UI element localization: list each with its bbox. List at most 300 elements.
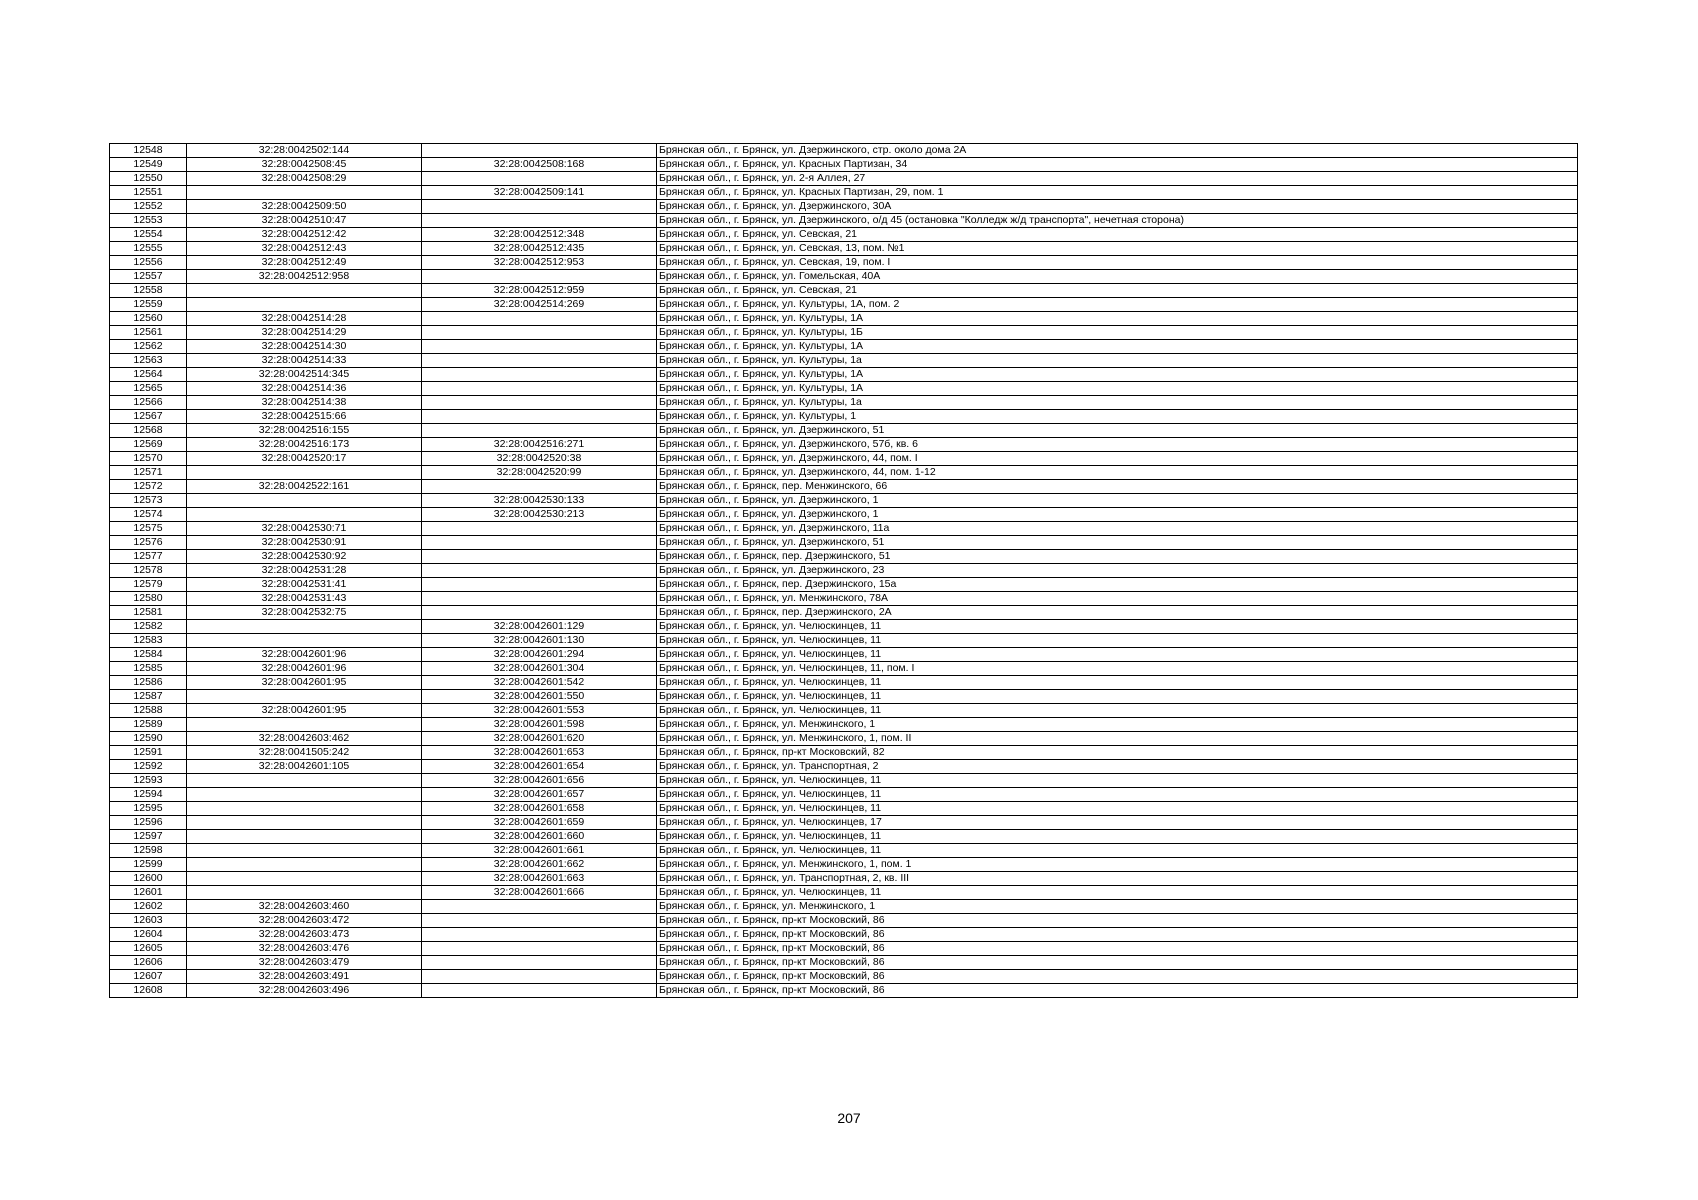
cadastral-number-cell: 32:28:0042603:491 — [187, 970, 422, 984]
object-cadastral-number-cell: 32:28:0042601:294 — [422, 648, 657, 662]
table-row — [110, 956, 1578, 970]
table-row — [110, 802, 1578, 816]
row-number-cell: 12551 — [110, 186, 187, 200]
cadastral-number-cell — [187, 830, 422, 844]
table-row — [110, 914, 1578, 928]
table-row — [110, 242, 1578, 256]
table-row — [110, 186, 1578, 200]
table-row — [110, 452, 1578, 466]
object-cadastral-number-cell: 32:28:0042520:38 — [422, 452, 657, 466]
address-cell: Брянская обл., г. Брянск, пр-кт Московский, 82 — [657, 746, 1578, 760]
table-row — [110, 676, 1578, 690]
object-cadastral-number-cell: 32:28:0042601:659 — [422, 816, 657, 830]
object-cadastral-number-cell: 32:28:0042601:598 — [422, 718, 657, 732]
table-row — [110, 508, 1578, 522]
address-cell: Брянская обл., г. Брянск, пр-кт Московский, 86 — [657, 942, 1578, 956]
object-cadastral-number-cell — [422, 536, 657, 550]
table-row — [110, 816, 1578, 830]
cadastral-number-cell — [187, 690, 422, 704]
address-cell: Брянская обл., г. Брянск, ул. Дзержинского, 1 — [657, 494, 1578, 508]
row-number-cell: 12608 — [110, 984, 187, 998]
row-number-cell: 12557 — [110, 270, 187, 284]
row-number-cell: 12584 — [110, 648, 187, 662]
object-cadastral-number-cell: 32:28:0042514:269 — [422, 298, 657, 312]
object-cadastral-number-cell: 32:28:0042512:953 — [422, 256, 657, 270]
address-cell: Брянская обл., г. Брянск, ул. Менжинского, 1, пом. 1 — [657, 858, 1578, 872]
address-cell: Брянская обл., г. Брянск, ул. Менжинского, 78А — [657, 592, 1578, 606]
table-row — [110, 312, 1578, 326]
row-number-cell: 12606 — [110, 956, 187, 970]
table-row — [110, 256, 1578, 270]
row-number-cell: 12567 — [110, 410, 187, 424]
row-number-cell: 12600 — [110, 872, 187, 886]
cadastral-number-cell: 32:28:0042514:30 — [187, 340, 422, 354]
table-row — [110, 424, 1578, 438]
table-row — [110, 704, 1578, 718]
cadastral-number-cell — [187, 466, 422, 480]
cadastral-number-cell: 32:28:0042520:17 — [187, 452, 422, 466]
cadastral-register-table — [109, 143, 1578, 998]
row-number-cell: 12550 — [110, 172, 187, 186]
cadastral-number-cell: 32:28:0042515:66 — [187, 410, 422, 424]
row-number-cell: 12579 — [110, 578, 187, 592]
row-number-cell: 12595 — [110, 802, 187, 816]
object-cadastral-number-cell: 32:28:0042601:129 — [422, 620, 657, 634]
table-row — [110, 382, 1578, 396]
cadastral-number-cell: 32:28:0042531:43 — [187, 592, 422, 606]
object-cadastral-number-cell: 32:28:0042512:959 — [422, 284, 657, 298]
cadastral-number-cell — [187, 634, 422, 648]
object-cadastral-number-cell — [422, 956, 657, 970]
table-row — [110, 970, 1578, 984]
address-cell: Брянская обл., г. Брянск, пр-кт Московский, 86 — [657, 928, 1578, 942]
row-number-cell: 12563 — [110, 354, 187, 368]
table-row — [110, 270, 1578, 284]
address-cell: Брянская обл., г. Брянск, ул. Челюскинцев, 11 — [657, 634, 1578, 648]
row-number-cell: 12583 — [110, 634, 187, 648]
address-cell: Брянская обл., г. Брянск, пр-кт Московский, 86 — [657, 984, 1578, 998]
table-row — [110, 886, 1578, 900]
table-row — [110, 900, 1578, 914]
row-number-cell: 12577 — [110, 550, 187, 564]
row-number-cell: 12580 — [110, 592, 187, 606]
object-cadastral-number-cell: 32:28:0042509:141 — [422, 186, 657, 200]
address-cell: Брянская обл., г. Брянск, пр-кт Московский, 86 — [657, 914, 1578, 928]
cadastral-number-cell: 32:28:0042509:50 — [187, 200, 422, 214]
row-number-cell: 12566 — [110, 396, 187, 410]
table-row — [110, 844, 1578, 858]
cadastral-number-cell: 32:28:0042502:144 — [187, 144, 422, 158]
address-cell: Брянская обл., г. Брянск, ул. Челюскинцев, 11 — [657, 690, 1578, 704]
row-number-cell: 12570 — [110, 452, 187, 466]
cadastral-number-cell: 32:28:0042530:91 — [187, 536, 422, 550]
cadastral-number-cell: 32:28:0042531:28 — [187, 564, 422, 578]
table-row — [110, 634, 1578, 648]
address-cell: Брянская обл., г. Брянск, ул. Дзержинского, 51 — [657, 424, 1578, 438]
object-cadastral-number-cell: 32:28:0042601:656 — [422, 774, 657, 788]
page-number: 207 — [837, 1110, 861, 1126]
object-cadastral-number-cell: 32:28:0042601:653 — [422, 746, 657, 760]
cadastral-number-cell — [187, 718, 422, 732]
table-row — [110, 172, 1578, 186]
object-cadastral-number-cell: 32:28:0042601:553 — [422, 704, 657, 718]
object-cadastral-number-cell: 32:28:0042530:133 — [422, 494, 657, 508]
cadastral-number-cell: 32:28:0042516:173 — [187, 438, 422, 452]
object-cadastral-number-cell: 32:28:0042516:271 — [422, 438, 657, 452]
object-cadastral-number-cell: 32:28:0042601:666 — [422, 886, 657, 900]
address-cell: Брянская обл., г. Брянск, ул. Дзержинского, 57б, кв. 6 — [657, 438, 1578, 452]
cadastral-number-cell: 32:28:0042530:71 — [187, 522, 422, 536]
object-cadastral-number-cell: 32:28:0042601:660 — [422, 830, 657, 844]
cadastral-number-cell: 32:28:0042508:29 — [187, 172, 422, 186]
cadastral-number-cell: 32:28:0042522:161 — [187, 480, 422, 494]
address-cell: Брянская обл., г. Брянск, пр-кт Московский, 86 — [657, 956, 1578, 970]
object-cadastral-number-cell — [422, 326, 657, 340]
row-number-cell: 12585 — [110, 662, 187, 676]
table-row — [110, 438, 1578, 452]
row-number-cell: 12582 — [110, 620, 187, 634]
cadastral-number-cell: 32:28:0041505:242 — [187, 746, 422, 760]
row-number-cell: 12569 — [110, 438, 187, 452]
row-number-cell: 12597 — [110, 830, 187, 844]
address-cell: Брянская обл., г. Брянск, ул. Дзержинского, 44, пом. 1-12 — [657, 466, 1578, 480]
row-number-cell: 12572 — [110, 480, 187, 494]
row-number-cell: 12574 — [110, 508, 187, 522]
object-cadastral-number-cell — [422, 522, 657, 536]
row-number-cell: 12549 — [110, 158, 187, 172]
cadastral-number-cell — [187, 844, 422, 858]
address-cell: Брянская обл., г. Брянск, ул. Челюскинцев, 11 — [657, 774, 1578, 788]
object-cadastral-number-cell — [422, 480, 657, 494]
row-number-cell: 12596 — [110, 816, 187, 830]
address-cell: Брянская обл., г. Брянск, ул. Дзержинского, 23 — [657, 564, 1578, 578]
address-cell: Брянская обл., г. Брянск, ул. Культуры, 1А — [657, 312, 1578, 326]
address-cell: Брянская обл., г. Брянск, ул. Менжинского, 1, пом. II — [657, 732, 1578, 746]
cadastral-number-cell: 32:28:0042603:473 — [187, 928, 422, 942]
row-number-cell: 12548 — [110, 144, 187, 158]
object-cadastral-number-cell: 32:28:0042601:662 — [422, 858, 657, 872]
row-number-cell: 12607 — [110, 970, 187, 984]
row-number-cell: 12571 — [110, 466, 187, 480]
table-row — [110, 536, 1578, 550]
address-cell: Брянская обл., г. Брянск, ул. Челюскинцев, 11 — [657, 802, 1578, 816]
address-cell: Брянская обл., г. Брянск, ул. Культуры, 1а — [657, 354, 1578, 368]
cadastral-number-cell: 32:28:0042603:462 — [187, 732, 422, 746]
object-cadastral-number-cell: 32:28:0042601:657 — [422, 788, 657, 802]
object-cadastral-number-cell: 32:28:0042601:550 — [422, 690, 657, 704]
object-cadastral-number-cell — [422, 312, 657, 326]
address-cell: Брянская обл., г. Брянск, ул. Севская, 21 — [657, 228, 1578, 242]
address-cell: Брянская обл., г. Брянск, пер. Менжинского, 66 — [657, 480, 1578, 494]
cadastral-number-cell — [187, 774, 422, 788]
object-cadastral-number-cell: 32:28:0042601:661 — [422, 844, 657, 858]
row-number-cell: 12559 — [110, 298, 187, 312]
object-cadastral-number-cell — [422, 914, 657, 928]
table-row — [110, 564, 1578, 578]
cadastral-number-cell — [187, 186, 422, 200]
address-cell: Брянская обл., г. Брянск, пер. Дзержинского, 15а — [657, 578, 1578, 592]
row-number-cell: 12603 — [110, 914, 187, 928]
address-cell: Брянская обл., г. Брянск, ул. Гомельская, 40А — [657, 270, 1578, 284]
address-cell: Брянская обл., г. Брянск, ул. Культуры, 1А — [657, 368, 1578, 382]
table-row — [110, 200, 1578, 214]
table-row — [110, 606, 1578, 620]
row-number-cell: 12592 — [110, 760, 187, 774]
row-number-cell: 12588 — [110, 704, 187, 718]
object-cadastral-number-cell — [422, 214, 657, 228]
cadastral-number-cell: 32:28:0042512:43 — [187, 242, 422, 256]
cadastral-number-cell — [187, 284, 422, 298]
cadastral-number-cell — [187, 508, 422, 522]
row-number-cell: 12578 — [110, 564, 187, 578]
cadastral-number-cell: 32:28:0042603:472 — [187, 914, 422, 928]
address-cell: Брянская обл., г. Брянск, ул. 2-я Аллея, 27 — [657, 172, 1578, 186]
row-number-cell: 12586 — [110, 676, 187, 690]
cadastral-number-cell: 32:28:0042512:958 — [187, 270, 422, 284]
address-cell: Брянская обл., г. Брянск, ул. Красных Партизан, 29, пом. 1 — [657, 186, 1578, 200]
address-cell: Брянская обл., г. Брянск, ул. Дзержинского, 30А — [657, 200, 1578, 214]
address-cell: Брянская обл., г. Брянск, ул. Менжинского, 1 — [657, 718, 1578, 732]
object-cadastral-number-cell — [422, 368, 657, 382]
table-row — [110, 578, 1578, 592]
address-cell: Брянская обл., г. Брянск, ул. Культуры, 1а — [657, 396, 1578, 410]
object-cadastral-number-cell — [422, 564, 657, 578]
address-cell: Брянская обл., г. Брянск, ул. Красных Партизан, 34 — [657, 158, 1578, 172]
address-cell: Брянская обл., г. Брянск, ул. Дзержинского, о/д 45 (остановка "Колледж ж/д транспорта", нечетная сторона) — [657, 214, 1578, 228]
object-cadastral-number-cell: 32:28:0042601:658 — [422, 802, 657, 816]
table-row — [110, 494, 1578, 508]
cadastral-number-cell — [187, 858, 422, 872]
row-number-cell: 12587 — [110, 690, 187, 704]
table-row — [110, 760, 1578, 774]
address-cell: Брянская обл., г. Брянск, ул. Челюскинцев, 11 — [657, 844, 1578, 858]
table-row — [110, 662, 1578, 676]
table-row — [110, 746, 1578, 760]
cadastral-number-cell: 32:28:0042514:28 — [187, 312, 422, 326]
table-row — [110, 648, 1578, 662]
object-cadastral-number-cell — [422, 396, 657, 410]
row-number-cell: 12599 — [110, 858, 187, 872]
address-cell: Брянская обл., г. Брянск, ул. Менжинского, 1 — [657, 900, 1578, 914]
cadastral-number-cell: 32:28:0042601:96 — [187, 662, 422, 676]
object-cadastral-number-cell: 32:28:0042601:130 — [422, 634, 657, 648]
cadastral-number-cell: 32:28:0042601:96 — [187, 648, 422, 662]
table-row — [110, 592, 1578, 606]
table-row — [110, 928, 1578, 942]
object-cadastral-number-cell — [422, 984, 657, 998]
address-cell: Брянская обл., г. Брянск, ул. Культуры, 1А, пом. 2 — [657, 298, 1578, 312]
address-cell: Брянская обл., г. Брянск, ул. Севская, 19, пом. I — [657, 256, 1578, 270]
row-number-cell: 12575 — [110, 522, 187, 536]
address-cell: Брянская обл., г. Брянск, пр-кт Московский, 86 — [657, 970, 1578, 984]
object-cadastral-number-cell — [422, 550, 657, 564]
table-row — [110, 326, 1578, 340]
cadastral-number-cell: 32:28:0042514:38 — [187, 396, 422, 410]
table-row — [110, 228, 1578, 242]
object-cadastral-number-cell — [422, 606, 657, 620]
row-number-cell: 12605 — [110, 942, 187, 956]
cadastral-number-cell: 32:28:0042601:95 — [187, 676, 422, 690]
row-number-cell: 12565 — [110, 382, 187, 396]
table-body — [110, 144, 1578, 998]
object-cadastral-number-cell: 32:28:0042530:213 — [422, 508, 657, 522]
cadastral-number-cell: 32:28:0042512:49 — [187, 256, 422, 270]
row-number-cell: 12590 — [110, 732, 187, 746]
row-number-cell: 12576 — [110, 536, 187, 550]
object-cadastral-number-cell — [422, 424, 657, 438]
address-cell: Брянская обл., г. Брянск, ул. Севская, 13, пом. №1 — [657, 242, 1578, 256]
table-row — [110, 396, 1578, 410]
row-number-cell: 12601 — [110, 886, 187, 900]
address-cell: Брянская обл., г. Брянск, ул. Челюскинцев, 11, пом. I — [657, 662, 1578, 676]
table-row — [110, 368, 1578, 382]
address-cell: Брянская обл., г. Брянск, ул. Культуры, 1А — [657, 382, 1578, 396]
address-cell: Брянская обл., г. Брянск, ул. Дзержинского, 51 — [657, 536, 1578, 550]
object-cadastral-number-cell — [422, 592, 657, 606]
table-row — [110, 410, 1578, 424]
table-row — [110, 354, 1578, 368]
cadastral-number-cell — [187, 872, 422, 886]
table-row — [110, 984, 1578, 998]
address-cell: Брянская обл., г. Брянск, ул. Дзержинского, 44, пом. I — [657, 452, 1578, 466]
object-cadastral-number-cell — [422, 354, 657, 368]
table-row — [110, 158, 1578, 172]
row-number-cell: 12561 — [110, 326, 187, 340]
table-row — [110, 830, 1578, 844]
table-row — [110, 284, 1578, 298]
object-cadastral-number-cell — [422, 200, 657, 214]
address-cell: Брянская обл., г. Брянск, ул. Культуры, 1Б — [657, 326, 1578, 340]
cadastral-number-cell: 32:28:0042508:45 — [187, 158, 422, 172]
object-cadastral-number-cell: 32:28:0042601:663 — [422, 872, 657, 886]
cadastral-number-cell: 32:28:0042512:42 — [187, 228, 422, 242]
object-cadastral-number-cell — [422, 172, 657, 186]
table-row — [110, 340, 1578, 354]
cadastral-number-cell: 32:28:0042516:155 — [187, 424, 422, 438]
object-cadastral-number-cell — [422, 900, 657, 914]
table-row — [110, 550, 1578, 564]
address-cell: Брянская обл., г. Брянск, ул. Дзержинского, 11а — [657, 522, 1578, 536]
row-number-cell: 12555 — [110, 242, 187, 256]
address-cell: Брянская обл., г. Брянск, ул. Дзержинского, 1 — [657, 508, 1578, 522]
table-row — [110, 732, 1578, 746]
address-cell: Брянская обл., г. Брянск, ул. Челюскинцев, 11 — [657, 830, 1578, 844]
cadastral-number-cell: 32:28:0042603:460 — [187, 900, 422, 914]
object-cadastral-number-cell: 32:28:0042520:99 — [422, 466, 657, 480]
object-cadastral-number-cell — [422, 340, 657, 354]
object-cadastral-number-cell: 32:28:0042512:348 — [422, 228, 657, 242]
table-row — [110, 522, 1578, 536]
table-row — [110, 298, 1578, 312]
row-number-cell: 12562 — [110, 340, 187, 354]
row-number-cell: 12573 — [110, 494, 187, 508]
object-cadastral-number-cell: 32:28:0042508:168 — [422, 158, 657, 172]
table-row — [110, 214, 1578, 228]
table-row — [110, 690, 1578, 704]
object-cadastral-number-cell — [422, 382, 657, 396]
object-cadastral-number-cell — [422, 970, 657, 984]
cadastral-number-cell — [187, 788, 422, 802]
row-number-cell: 12558 — [110, 284, 187, 298]
object-cadastral-number-cell — [422, 942, 657, 956]
object-cadastral-number-cell — [422, 144, 657, 158]
address-cell: Брянская обл., г. Брянск, ул. Челюскинцев, 11 — [657, 704, 1578, 718]
cadastral-number-cell: 32:28:0042531:41 — [187, 578, 422, 592]
address-cell: Брянская обл., г. Брянск, ул. Челюскинцев, 17 — [657, 816, 1578, 830]
cadastral-number-cell: 32:28:0042603:496 — [187, 984, 422, 998]
row-number-cell: 12552 — [110, 200, 187, 214]
object-cadastral-number-cell: 32:28:0042512:435 — [422, 242, 657, 256]
cadastral-number-cell: 32:28:0042514:33 — [187, 354, 422, 368]
object-cadastral-number-cell: 32:28:0042601:304 — [422, 662, 657, 676]
cadastral-number-cell: 32:28:0042514:36 — [187, 382, 422, 396]
row-number-cell: 12553 — [110, 214, 187, 228]
row-number-cell: 12581 — [110, 606, 187, 620]
cadastral-number-cell — [187, 802, 422, 816]
row-number-cell: 12598 — [110, 844, 187, 858]
address-cell: Брянская обл., г. Брянск, ул. Челюскинцев, 11 — [657, 676, 1578, 690]
table-row — [110, 144, 1578, 158]
cadastral-number-cell: 32:28:0042603:476 — [187, 942, 422, 956]
table-row — [110, 942, 1578, 956]
row-number-cell: 12602 — [110, 900, 187, 914]
cadastral-number-cell: 32:28:0042601:95 — [187, 704, 422, 718]
cadastral-number-cell — [187, 494, 422, 508]
cadastral-number-cell: 32:28:0042514:29 — [187, 326, 422, 340]
object-cadastral-number-cell — [422, 928, 657, 942]
address-cell: Брянская обл., г. Брянск, ул. Челюскинцев, 11 — [657, 648, 1578, 662]
row-number-cell: 12589 — [110, 718, 187, 732]
row-number-cell: 12554 — [110, 228, 187, 242]
table-row — [110, 480, 1578, 494]
table-row — [110, 774, 1578, 788]
object-cadastral-number-cell: 32:28:0042601:542 — [422, 676, 657, 690]
object-cadastral-number-cell — [422, 410, 657, 424]
address-cell: Брянская обл., г. Брянск, ул. Челюскинцев, 11 — [657, 620, 1578, 634]
address-cell: Брянская обл., г. Брянск, ул. Транспортная, 2 — [657, 760, 1578, 774]
address-cell: Брянская обл., г. Брянск, ул. Культуры, 1А — [657, 340, 1578, 354]
cadastral-number-cell: 32:28:0042514:345 — [187, 368, 422, 382]
row-number-cell: 12591 — [110, 746, 187, 760]
cadastral-number-cell: 32:28:0042530:92 — [187, 550, 422, 564]
address-cell: Брянская обл., г. Брянск, пер. Дзержинского, 2А — [657, 606, 1578, 620]
cadastral-number-cell — [187, 298, 422, 312]
cadastral-number-cell: 32:28:0042601:105 — [187, 760, 422, 774]
cadastral-number-cell — [187, 816, 422, 830]
address-cell: Брянская обл., г. Брянск, ул. Культуры, 1 — [657, 410, 1578, 424]
table-row — [110, 466, 1578, 480]
cadastral-number-cell: 32:28:0042532:75 — [187, 606, 422, 620]
address-cell: Брянская обл., г. Брянск, ул. Севская, 21 — [657, 284, 1578, 298]
object-cadastral-number-cell — [422, 270, 657, 284]
cadastral-number-cell — [187, 620, 422, 634]
row-number-cell: 12568 — [110, 424, 187, 438]
address-cell: Брянская обл., г. Брянск, пер. Дзержинского, 51 — [657, 550, 1578, 564]
cadastral-number-cell: 32:28:0042510:47 — [187, 214, 422, 228]
row-number-cell: 12560 — [110, 312, 187, 326]
cadastral-number-cell: 32:28:0042603:479 — [187, 956, 422, 970]
address-cell: Брянская обл., г. Брянск, ул. Транспортная, 2, кв. III — [657, 872, 1578, 886]
object-cadastral-number-cell: 32:28:0042601:620 — [422, 732, 657, 746]
row-number-cell: 12556 — [110, 256, 187, 270]
row-number-cell: 12594 — [110, 788, 187, 802]
object-cadastral-number-cell — [422, 578, 657, 592]
row-number-cell: 12564 — [110, 368, 187, 382]
table-row — [110, 718, 1578, 732]
row-number-cell: 12604 — [110, 928, 187, 942]
cadastral-number-cell — [187, 886, 422, 900]
address-cell: Брянская обл., г. Брянск, ул. Дзержинского, стр. около дома 2А — [657, 144, 1578, 158]
